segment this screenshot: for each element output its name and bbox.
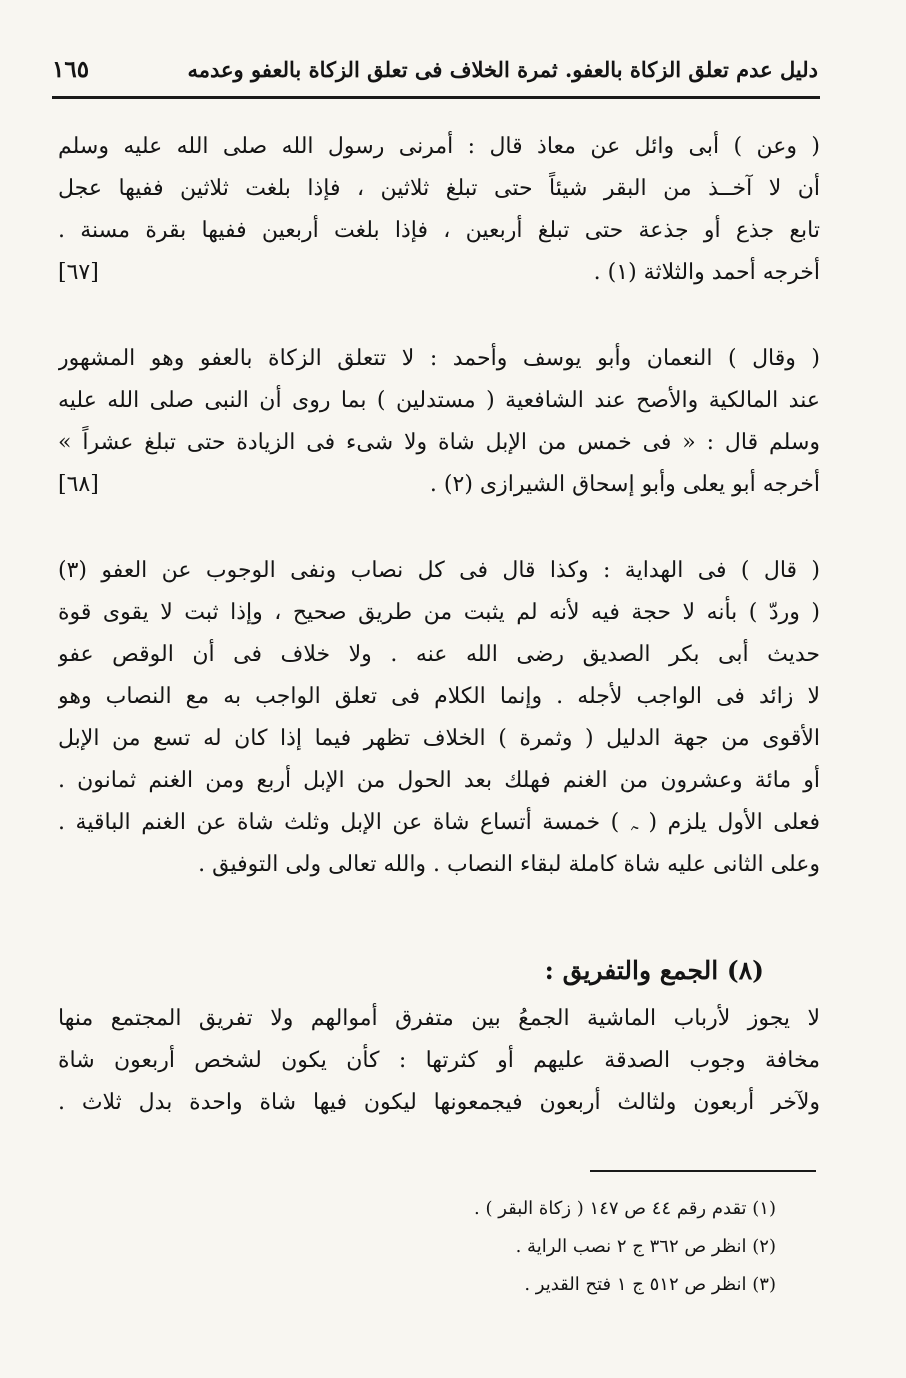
- paragraph-jam-tafriq: [58, 998, 820, 1124]
- text-line: لا يجوز لأرباب الماشية الجمعُ بين متفرق أموالهم ولا تفريق المجتمع منها: [58, 1006, 820, 1031]
- text-line: ( وردّ ) بأنه لا حجة فيه لأنه لم يثبت من طريق صحيح ، وإذا ثبت لا يقوى قوة: [58, 600, 820, 625]
- text-line-with-ref: [58, 464, 820, 506]
- footnote: (١) تقدم رقم ٤٤ ص ١٤٧ ( زكاة البقر ) .: [474, 1198, 776, 1219]
- text-line: وسلم قال : « فى خمس من الإبل شاة ولا شىء فى الزيادة حتى تبلغ عشراً »: [58, 430, 820, 455]
- running-header: [52, 44, 818, 94]
- paragraph-numan-opinion: [58, 338, 820, 506]
- page-number: ١٦٥: [52, 55, 90, 83]
- text-line: الأقوى من جهة الدليل ( وثمرة ) الخلاف تظهر فيما إذا كان له تسع من الإبل: [58, 726, 820, 751]
- text-line: أن لا آخــذ من البقر شيئاً حتى تبلغ ثلاثين ، فإذا بلغت ثلاثين ففيها عجل: [58, 176, 820, 201]
- text-line: ( قال ) فى الهداية : وكذا قال فى كل نصاب ونفى الوجوب عن العفو (٣): [58, 558, 820, 583]
- text-line: لا زائد فى الواجب لأجله . وإنما الكلام فى تعلق الواجب به مع النصاب وهو: [58, 684, 820, 709]
- text-line: عند المالكية والأصح عند الشافعية ( مستدلين ) بما روى أن النبى صلى الله عليه: [58, 388, 820, 413]
- footnote: (٣) انظر ص ٥١٢ ج ١ فتح القدير .: [524, 1274, 776, 1295]
- text-line: أو مائة وعشرون من الغنم فهلك بعد الحول من الإبل أربع ومن الغنم ثمانون .: [58, 768, 820, 793]
- text-line: أخرجه أبو يعلى وأبو إسحاق الشيرازى (٢) .: [429, 472, 820, 497]
- header-rule: [52, 96, 820, 99]
- section-heading: (٨) الجمع والتفريق :: [544, 956, 764, 985]
- text-line: مخافة وجوب الصدقة عليهم أو كثرتها : كأن يكون لشخص أربعون شاة: [58, 1048, 820, 1073]
- footnotes: [300, 1190, 776, 1304]
- header-title: دليل عدم تعلق الزكاة بالعفو. ثمرة الخلاف فى تعلق الزكاة بالعفو وعدمه: [187, 56, 818, 82]
- text-line: تابع جذع أو جذعة حتى تبلغ أربعين ، فإذا بلغت أربعين ففيها بقرة مسنة .: [58, 218, 820, 243]
- text-line: أخرجه أحمد والثلاثة (١) .: [593, 260, 820, 285]
- hadith-reference-number: [٦٨]: [58, 472, 99, 497]
- text-line: وعلى الثانى عليه شاة كاملة لبقاء النصاب . والله تعالى ولى التوفيق .: [198, 852, 820, 877]
- text-line-with-ref: [58, 252, 820, 294]
- text-line: فعلى الأول يلزم ( ﮧ ) خمسة أتساع شاة عن الإبل وثلث شاة عن الغنم الباقية .: [58, 810, 820, 835]
- text-line: ( وقال ) النعمان وأبو يوسف وأحمد : لا تتعلق الزكاة بالعفو وهو المشهور: [58, 346, 820, 371]
- hadith-reference-number: [٦٧]: [58, 260, 99, 285]
- paragraph-hadith-muadh: [58, 126, 820, 294]
- text-line: ( وعن ) أبى وائل عن معاذ قال : أمرنى رسول الله صلى الله عليه وسلم: [58, 134, 820, 159]
- footnote-rule: [590, 1170, 816, 1172]
- footnote: (٢) انظر ص ٣٦٢ ج ٢ نصب الراية .: [515, 1236, 776, 1257]
- text-line: ولآخر أربعون ولثالث أربعون فيجمعونها ليكون فيها شاة واحدة بدل ثلاث .: [58, 1090, 820, 1115]
- paragraph-hidaya: [58, 550, 820, 886]
- text-line: حديث أبى بكر الصديق رضى الله عنه . ولا خلاف فى أن الوقص عفو: [58, 642, 820, 667]
